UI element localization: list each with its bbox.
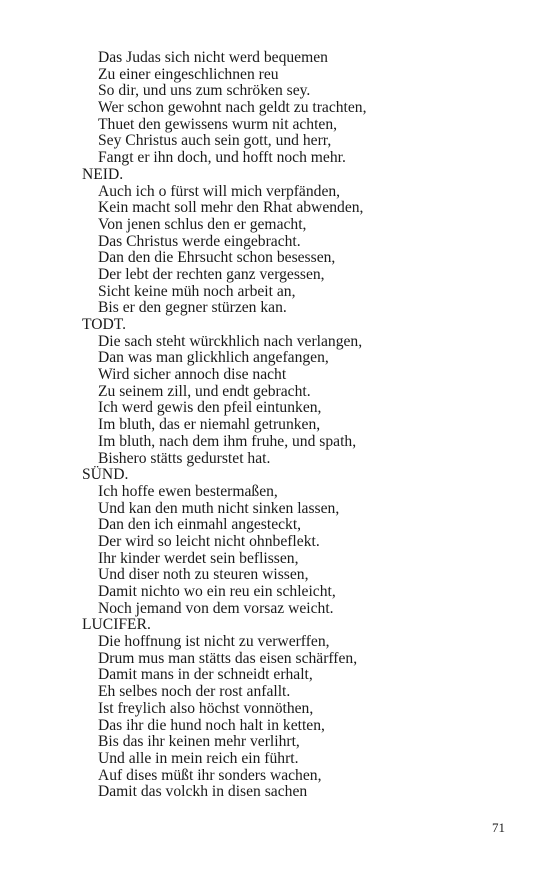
verse-line: Damit mans in der schneidt erhalt, xyxy=(98,666,313,684)
verse-line: Dan den ich einmahl angesteckt, xyxy=(98,516,302,534)
verse-line: Sey Christus auch sein gott, und herr, xyxy=(98,132,332,150)
verse-line: Noch jemand von dem vorsaz weicht. xyxy=(98,599,334,617)
verse-line: Der wird so leicht nicht ohnbeflekt. xyxy=(98,532,320,550)
verse-line: Die sach steht würckhlich nach verlangen, xyxy=(98,332,363,350)
stanza xyxy=(82,467,522,617)
verse-line: Eh selbes noch der rost anfallt. xyxy=(98,683,291,701)
verse-line: Ich hoffe ewen bestermaßen, xyxy=(98,482,278,500)
verse-line: Ihr kinder werdet sein beflissen, xyxy=(98,549,299,567)
speaker-name: LUCIFER. xyxy=(82,616,151,634)
stanza xyxy=(82,50,522,167)
verse-line: Und alle in mein reich ein führt. xyxy=(98,749,299,767)
stanza xyxy=(82,317,522,467)
verse-line: Wird sicher annoch dise nacht xyxy=(98,366,287,384)
verse-line: Zu seinem zill, und endt gebracht. xyxy=(98,382,311,400)
verse-line: Die hoffnung ist nicht zu verwerffen, xyxy=(98,633,330,651)
verse-line: Ist freylich also höchst vonnöthen, xyxy=(98,699,314,717)
verse-line: Das ihr die hund noch halt in ketten, xyxy=(98,716,325,734)
verse-line: Damit das volckh in disen sachen xyxy=(98,783,308,801)
verse-line: Im bluth, nach dem ihm fruhe, und spath, xyxy=(98,432,357,450)
verse-text xyxy=(82,50,522,801)
verse-line: Im bluth, das er niemahl getrunken, xyxy=(98,416,321,434)
verse-line: So dir, und uns zum schröken sey. xyxy=(98,82,311,100)
verse-line: Dan den die Ehrsucht schon besessen, xyxy=(98,249,336,267)
verse-line: Zu einer eingeschlichnen reu xyxy=(98,65,279,83)
verse-line: Das Christus werde eingebracht. xyxy=(98,232,301,250)
stanza xyxy=(82,167,522,317)
verse-line: Das Judas sich nicht werd bequemen xyxy=(98,49,328,66)
verse-line: Wer schon gewohnt nach geldt zu trachten, xyxy=(98,99,367,117)
verse-line: Fangt er ihn doch, und hofft noch mehr. xyxy=(98,149,346,167)
verse-line: Bis das ihr keinen mehr verlihrt, xyxy=(98,733,300,751)
verse-line: Von jenen schlus den er gemacht, xyxy=(98,215,307,233)
verse-line: Thuet den gewissens wurm nit achten, xyxy=(98,115,338,133)
verse-line: Damit nichto wo ein reu ein schleicht, xyxy=(98,583,336,600)
speaker-name: NEID. xyxy=(82,165,124,183)
verse-line: Dan was man glickhlich angefangen, xyxy=(98,349,329,367)
verse-line: Bishero stätts gedurstet hat. xyxy=(98,449,271,467)
page-number: 71 xyxy=(492,820,505,835)
verse-line: Bis er den gegner stürzen kan. xyxy=(98,299,287,317)
speaker-name: TODT. xyxy=(82,316,127,333)
verse-line: Drum mus man stätts das eisen schärffen, xyxy=(98,649,358,667)
verse-line: Ich werd gewis den pfeil eintunken, xyxy=(98,399,322,417)
verse-line: Kein macht soll mehr den Rhat abwenden, xyxy=(98,199,364,217)
verse-line: Auch ich o fürst will mich verpfänden, xyxy=(98,182,341,200)
verse-line: Und kan den muth nicht sinken lassen, xyxy=(98,499,340,517)
stanza xyxy=(82,617,522,801)
verse-line: Und diser noth zu steuren wissen, xyxy=(98,566,309,584)
verse-line: Sicht keine müh noch arbeit an, xyxy=(98,282,296,300)
verse-line: Der lebt der rechten ganz vergessen, xyxy=(98,265,325,283)
verse-line: Auf dises müßt ihr sonders wachen, xyxy=(98,766,322,784)
speaker-name: SÜND. xyxy=(82,466,129,484)
